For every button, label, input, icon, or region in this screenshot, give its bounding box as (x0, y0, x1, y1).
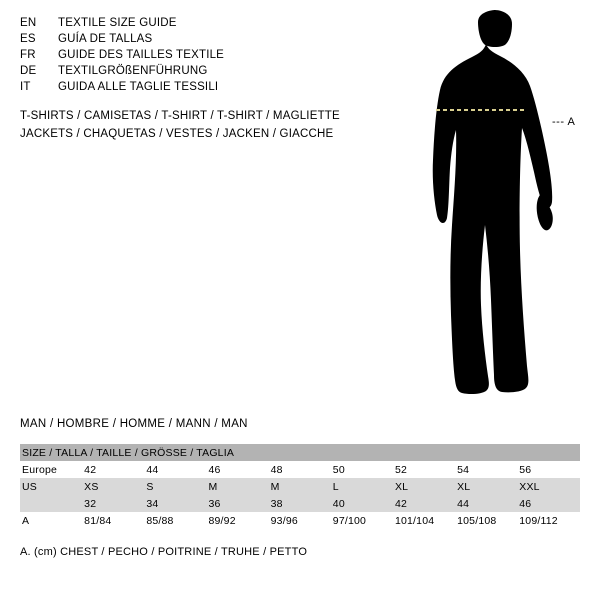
garment-line-jackets: JACKETS / CHAQUETAS / VESTES / JACKEN / GIACCHE (20, 128, 334, 140)
table-cell: 44 (144, 461, 206, 478)
language-title: GUIDE DES TAILLES TEXTILE (58, 49, 225, 61)
table-cell: 54 (455, 461, 517, 478)
row-label: US (20, 478, 82, 495)
language-row (20, 65, 400, 81)
footnote: A. (cm) CHEST / PECHO / POITRINE / TRUHE / PETTO (20, 546, 308, 558)
table-caption: MAN / HOMBRE / HOMME / MANN / MAN (20, 418, 248, 430)
table-cell: 42 (82, 461, 144, 478)
table-cell: 97/100 (331, 512, 393, 529)
language-title: TEXTILGRÖßENFÜHRUNG (58, 65, 208, 77)
table-cell: 101/104 (393, 512, 455, 529)
table-cell: 56 (517, 461, 580, 478)
language-row (20, 17, 400, 33)
silhouette-svg (400, 10, 600, 400)
table-cell: M (206, 478, 268, 495)
table-cell: 32 (82, 495, 144, 512)
measure-label-a: --- A (552, 116, 576, 128)
table-row (20, 461, 580, 478)
table-cell: 46 (206, 461, 268, 478)
size-table (20, 444, 580, 529)
language-row (20, 49, 400, 65)
language-row (20, 81, 400, 97)
table-cell: 89/92 (206, 512, 268, 529)
table-cell: 42 (393, 495, 455, 512)
language-title: GUIDA ALLE TAGLIE TESSILI (58, 81, 219, 93)
table-cell: 34 (144, 495, 206, 512)
language-row (20, 33, 400, 49)
language-code: FR (20, 49, 36, 61)
row-label (20, 495, 82, 512)
row-label: Europe (20, 461, 82, 478)
table-cell: 36 (206, 495, 268, 512)
table-cell: 38 (269, 495, 331, 512)
language-code: DE (20, 65, 37, 77)
silhouette-body (433, 10, 553, 394)
language-code: ES (20, 33, 36, 45)
table-cell: 40 (331, 495, 393, 512)
body-silhouette (400, 10, 600, 400)
language-title: TEXTILE SIZE GUIDE (58, 17, 177, 29)
table-cell: 48 (269, 461, 331, 478)
table-cell: 105/108 (455, 512, 517, 529)
table-cell: S (144, 478, 206, 495)
table-cell: 85/88 (144, 512, 206, 529)
row-label: A (20, 512, 82, 529)
garment-line-tshirts: T-SHIRTS / CAMISETAS / T-SHIRT / T-SHIRT / MAGLIETTE (20, 110, 340, 122)
garment-categories (20, 110, 420, 146)
table-cell: XL (393, 478, 455, 495)
language-code: IT (20, 81, 31, 93)
table-cell: 50 (331, 461, 393, 478)
table-cell: 52 (393, 461, 455, 478)
table-row (20, 512, 580, 529)
table-header-label: SIZE / TALLA / TAILLE / GRÖSSE / TAGLIA (20, 444, 580, 461)
table-cell: L (331, 478, 393, 495)
table-cell: 81/84 (82, 512, 144, 529)
language-title: GUÍA DE TALLAS (58, 33, 153, 45)
table-cell: XL (455, 478, 517, 495)
table-cell: 109/112 (517, 512, 580, 529)
table-cell: 46 (517, 495, 580, 512)
table-cell: 44 (455, 495, 517, 512)
table-header-row (20, 444, 580, 461)
language-code: EN (20, 17, 37, 29)
table-cell: M (269, 478, 331, 495)
table-row (20, 478, 580, 495)
table-cell: XS (82, 478, 144, 495)
table-cell: XXL (517, 478, 580, 495)
table-row (20, 495, 580, 512)
table-cell: 93/96 (269, 512, 331, 529)
language-list (20, 17, 400, 97)
